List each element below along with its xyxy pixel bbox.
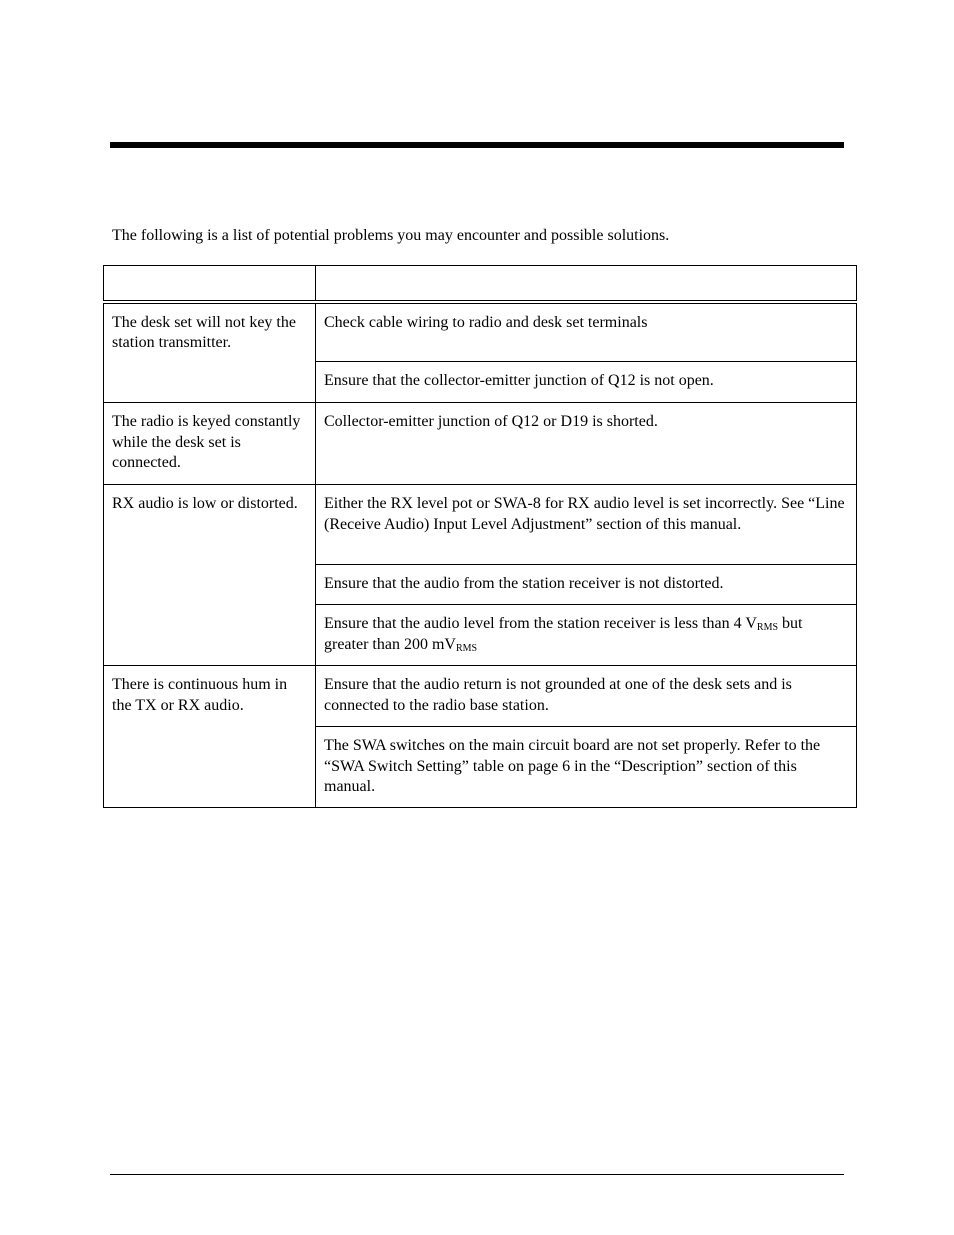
header-problem [104, 266, 316, 302]
solution-cell: Collector-emitter junction of Q12 or D19 is shorted. [316, 403, 857, 485]
intro-text: The following is a list of potential problems you may encounter and possible solutions. [112, 227, 670, 244]
solution-cell: Check cable wiring to radio and desk set terminals [316, 302, 857, 362]
header-rule [110, 142, 844, 148]
solution-cell: Ensure that the collector-emitter junction of Q12 is not open. [316, 362, 857, 403]
solution-cell: The SWA switches on the main circuit board are not set properly. Refer to the “SWA Switch Setting” table on page 6 in the “Description” section of this manual. [316, 727, 857, 808]
level-text-1: Ensure that the audio level from the station receiver is less than 4 V [324, 615, 757, 632]
solution-cell: Either the RX level pot or SWA-8 for RX audio level is set incorrectly. See “Line (Receive Audio) Input Level Adjustment” section of this manual. [316, 485, 857, 565]
solution-cell: Ensure that the audio return is not grounded at one of the desk sets and is connected to the radio base station. [316, 666, 857, 727]
table-header-row [104, 266, 857, 302]
solution-cell [316, 605, 857, 666]
level-text-2: but greater than 200 mV [324, 615, 803, 653]
table-row [104, 485, 857, 565]
rms-subscript: RMS [756, 622, 779, 633]
problem-cell: The radio is keyed constantly while the desk set is connected. [104, 403, 316, 485]
table-row [104, 403, 857, 485]
footer-rule [110, 1174, 844, 1175]
problem-cell: The desk set will not key the station transmitter. [104, 302, 316, 403]
troubleshooting-table [103, 265, 857, 808]
header-solution [316, 266, 857, 302]
problem-cell: RX audio is low or distorted. [104, 485, 316, 666]
table-row [104, 302, 857, 362]
solution-cell: Ensure that the audio from the station receiver is not distorted. [316, 565, 857, 605]
table-row [104, 666, 857, 727]
rms-subscript: RMS [455, 642, 478, 654]
problem-cell: There is continuous hum in the TX or RX audio. [104, 666, 316, 808]
